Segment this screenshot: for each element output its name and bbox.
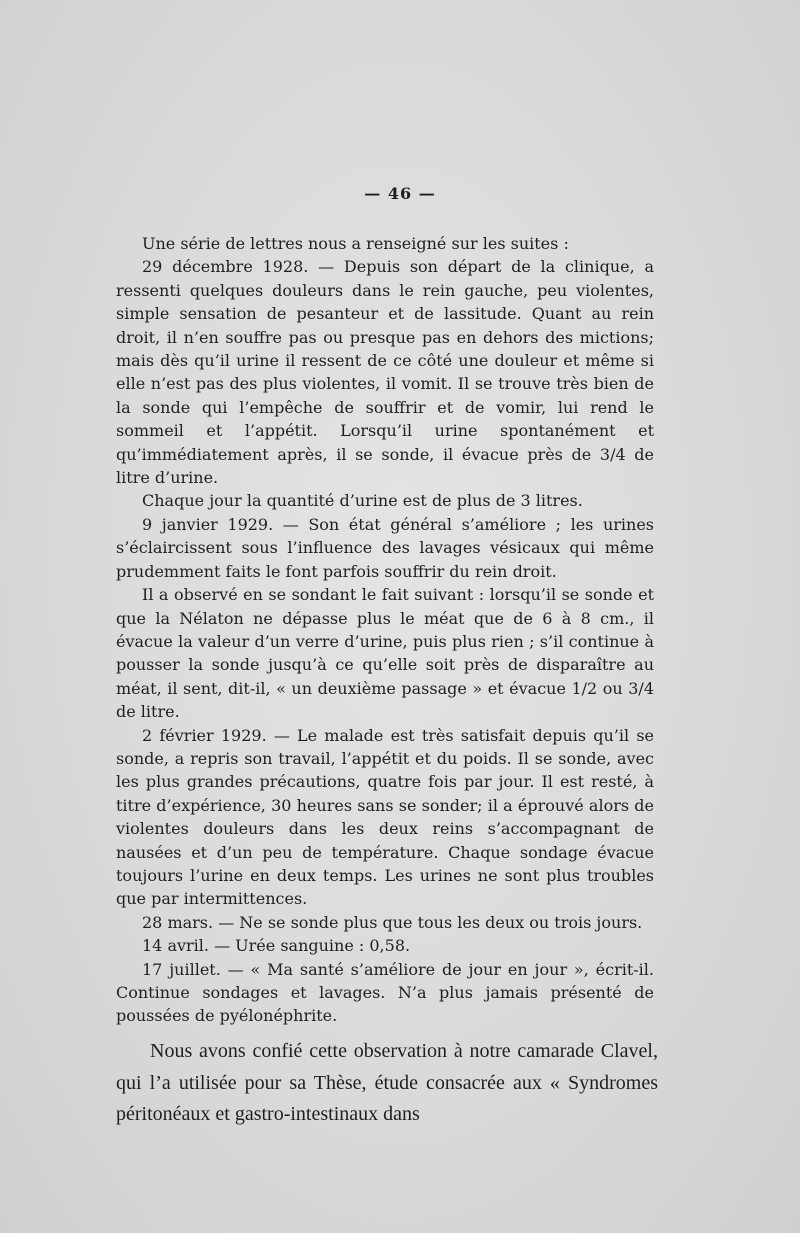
paragraph-quantite: Chaque jour la quantité d’urine est de plus de 3 litres.: [142, 491, 583, 511]
paragraph-29-decembre: 29 décembre 1928. — Depuis son départ de la clinique, a ressenti quelques douleurs dans le rein gauche, peu violentes, simple sensation de pesanteur et de lassitude. Quant au rein droit, il n’en souffre pas ou presque pas en dehors des mictions; mais dès qu’il urine il ressent de ce côté une douleur et même si elle n’est pas des plus violentes, il vomit. Il se trouve très bien de la sonde qui l’empêche de souffrir et de vomir, lui rend le sommeil et l’appétit. Lorsqu’il urine spontanément et qu’immédiatement après, il se sonde, il évacue près de 3/4 de litre d’urine.: [116, 257, 654, 488]
paragraph-14-avril: 14 avril. — Urée sanguine : 0,58.: [142, 936, 411, 956]
page-number: — 46 —: [364, 184, 436, 203]
paragraph-observation: Il a observé en se sondant le fait suivant : lorsqu’il se sonde et que la Nélaton ne dépasse plus le méat que de 6 à 8 cm., il évacue la valeur d’un verre d’urine, puis plus rien ; s’il continue à pousser la sonde jusqu’à ce qu’elle soit près de disparaître au méat, il sent, dit-il, « un deuxième passage » et évacue 1/2 ou 3/4 de litre.: [116, 585, 654, 722]
paragraph-9-janvier: 9 janvier 1929. — Son état général s’améliore ; les urines s’éclaircissent sous l’influence des lavages vésicaux qui même prudemment faits le font parfois souffrir du rein droit.: [116, 514, 654, 581]
paragraph-2-fevrier: 2 février 1929. — Le malade est très satisfait depuis qu’il se sonde, a repris son travail, l’appétit et du poids. Il se sonde, avec les plus grandes précautions, quatre fois par jour. Il est resté, à titre d’expérience, 30 heures sans se sonder; il a éprouvé alors de violentes douleurs dans les deux reins s’accompagnant de nausées et d’un peu de température. Chaque sondage évacue toujours l’urine en deux temps. Les urines ne sont plus troubles que par intermittences.: [116, 725, 654, 909]
paragraph-clavel: Nous avons confié cette observation à notre camarade Clavel, qui l’a utilisée pour sa Thèse, étude consacrée aux « Syndromes péritonéaux et gastro-intestinaux dans: [116, 1040, 658, 1125]
paragraph-intro: Une série de lettres nous a renseigné sur les suites :: [142, 234, 569, 253]
observation-text: [116, 232, 654, 1028]
paragraph-28-mars: 28 mars. — Ne se sonde plus que tous les deux ou trois jours.: [142, 912, 643, 932]
paragraph-17-juillet: 17 juillet. — « Ma santé s’améliore de jour en jour », écrit-il. Continue sondages et lavages. N’a plus jamais présenté de poussées de pyélonéphrite.: [116, 959, 654, 1026]
commentary-text: [116, 1036, 658, 1131]
